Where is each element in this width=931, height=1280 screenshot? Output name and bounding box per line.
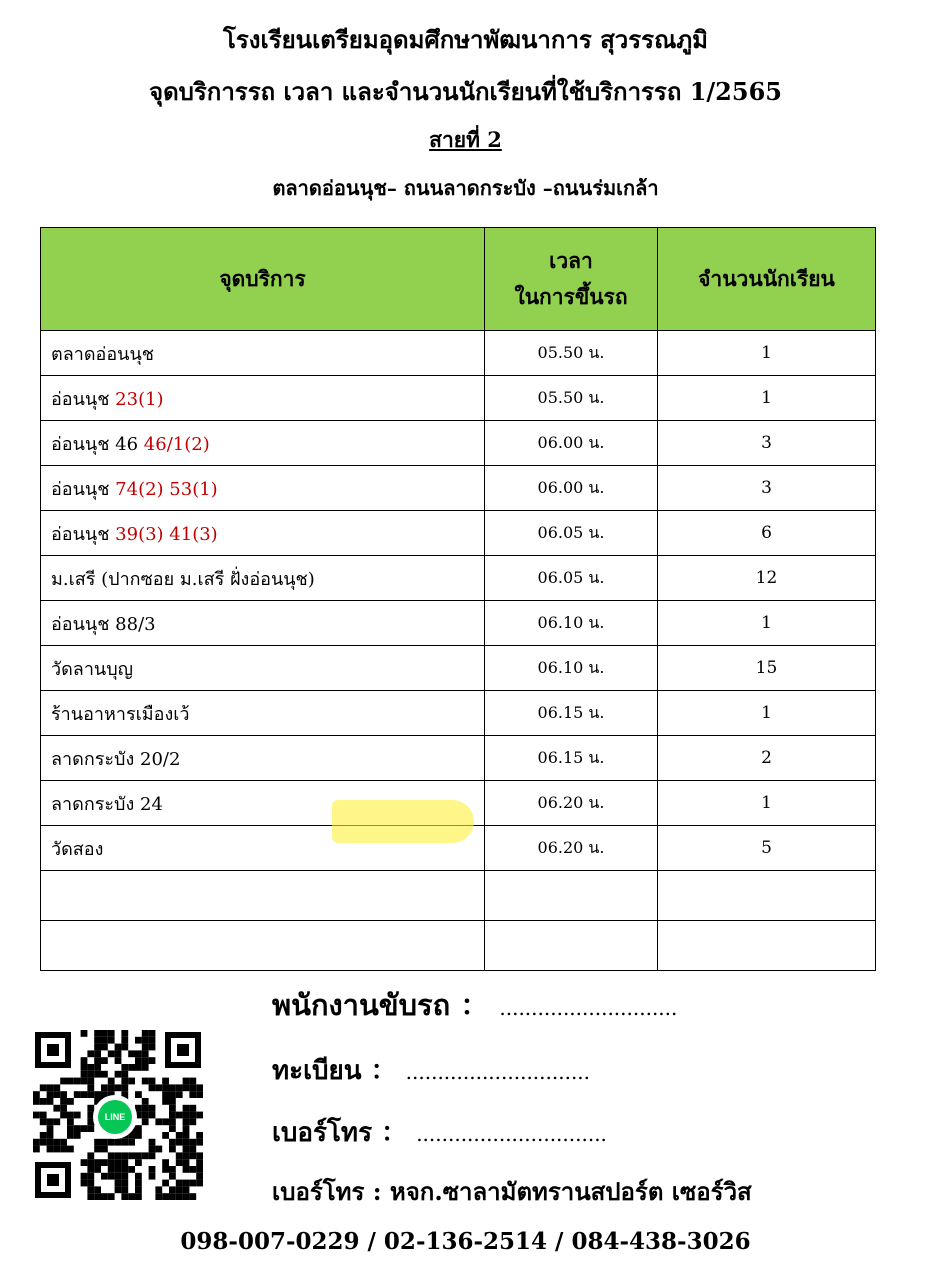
contact-phones: 098-007-0229 / 02-136-2514 / 084-438-3026: [180, 1228, 751, 1255]
student-count-cell: 2: [658, 736, 876, 781]
school-name: โรงเรียนเตรียมอุดมศึกษาพัฒนาการ สุวรรณภูมิ: [223, 25, 708, 54]
service-point-cell: [41, 556, 485, 601]
boarding-time-cell: 06.15 น.: [485, 691, 658, 736]
table-row: [41, 511, 876, 556]
table-row: [41, 646, 876, 691]
header-time-line2: ในการขึ้นรถ: [514, 284, 628, 309]
header-boarding-time: [485, 228, 658, 331]
plate-label: ทะเบียน: [272, 1056, 362, 1086]
boarding-time-cell: 06.00 น.: [485, 466, 658, 511]
student-count-cell: 6: [658, 511, 876, 556]
table-row: [41, 736, 876, 781]
student-count-cell: 1: [658, 781, 876, 826]
service-point-note: 39(3) 41(3): [115, 523, 218, 545]
boarding-time-cell: 05.50 น.: [485, 376, 658, 421]
student-count-cell: 3: [658, 421, 876, 466]
phone-blank: ..............................: [416, 1122, 607, 1146]
empty-cell: [41, 921, 485, 971]
boarding-time-cell: 05.50 น.: [485, 331, 658, 376]
service-point-note: 74(2) 53(1): [115, 478, 218, 500]
service-point-note: 23(1): [115, 388, 164, 410]
document-subtitle: จุดบริการรถ เวลา และจำนวนนักเรียนที่ใช้บริการรถ 1/2565: [149, 77, 782, 106]
line-qr-code[interactable]: [33, 1030, 203, 1200]
service-point-name: ลาดกระบัง 24: [51, 793, 163, 815]
service-point-cell: [41, 466, 485, 511]
empty-row: [41, 871, 876, 921]
header-service-point: จุดบริการ: [41, 228, 485, 331]
boarding-time-cell: 06.10 น.: [485, 646, 658, 691]
table-row: [41, 601, 876, 646]
student-count-cell: 5: [658, 826, 876, 871]
service-point-name: อ่อนนุช 46: [51, 433, 144, 455]
service-point-cell: [41, 736, 485, 781]
service-point-name: อ่อนนุช: [51, 388, 116, 410]
table-row: [41, 421, 876, 466]
student-count-cell: 1: [658, 376, 876, 421]
student-count-cell: 1: [658, 691, 876, 736]
company-name: หจก.ซาลามัตทรานสปอร์ต เซอร์วิส: [381, 1177, 752, 1206]
company-phone-label: เบอร์โทร :: [272, 1177, 382, 1206]
service-point-name: วัดลานบุญ: [51, 658, 134, 680]
driver-colon: ：: [460, 988, 490, 1022]
highlighter-mark: [332, 800, 474, 843]
empty-cell: [485, 871, 658, 921]
service-point-name: วัดสอง: [51, 838, 104, 860]
student-count-cell: 1: [658, 601, 876, 646]
service-point-cell: [41, 601, 485, 646]
student-count-cell: 15: [658, 646, 876, 691]
schedule-table: [40, 227, 876, 971]
plate-colon: ：: [370, 1056, 397, 1086]
table-row: [41, 376, 876, 421]
student-count-cell: 1: [658, 331, 876, 376]
line-badge-text: LINE: [104, 1112, 126, 1122]
boarding-time-cell: 06.05 น.: [485, 511, 658, 556]
company-field: [272, 1172, 752, 1211]
empty-cell: [41, 871, 485, 921]
table-row: [41, 691, 876, 736]
boarding-time-cell: 06.20 น.: [485, 781, 658, 826]
service-point-note: 46/1(2): [143, 433, 210, 455]
phone-label: เบอร์โทร: [272, 1118, 373, 1148]
header-time-line1: เวลา: [549, 248, 593, 273]
boarding-time-cell: 06.10 น.: [485, 601, 658, 646]
service-point-name: อ่อนนุช: [51, 523, 116, 545]
empty-row: [41, 921, 876, 971]
service-point-name: ลาดกระบัง 20/2: [51, 748, 181, 770]
student-count-cell: 3: [658, 466, 876, 511]
service-point-name: อ่อนนุช: [51, 478, 116, 500]
service-point-cell: [41, 421, 485, 466]
route-path: ตลาดอ่อนนุช– ถนนลาดกระบัง –ถนนร่มเกล้า: [272, 176, 659, 200]
empty-cell: [658, 921, 876, 971]
table-row: [41, 331, 876, 376]
driver-label: พนักงานขับรถ: [272, 988, 451, 1022]
plate-blank: .............................: [405, 1060, 591, 1084]
service-point-cell: [41, 511, 485, 556]
boarding-time-cell: 06.20 น.: [485, 826, 658, 871]
phone-field: [272, 1112, 607, 1153]
service-point-name: ร้านอาหารเมืองเว้: [51, 703, 190, 725]
service-point-cell: [41, 691, 485, 736]
table-row: [41, 556, 876, 601]
service-point-name: อ่อนนุช 88/3: [51, 613, 156, 635]
plate-field: [272, 1050, 590, 1091]
driver-blank: ............................: [499, 996, 678, 1020]
boarding-time-cell: 06.05 น.: [485, 556, 658, 601]
phone-colon: ：: [381, 1118, 408, 1148]
service-point-cell: [41, 331, 485, 376]
empty-cell: [658, 871, 876, 921]
driver-field: [272, 982, 677, 1028]
empty-cell: [485, 921, 658, 971]
table-header-row: [41, 228, 876, 331]
route-number: สายที่ 2: [429, 127, 502, 152]
boarding-time-cell: 06.00 น.: [485, 421, 658, 466]
boarding-time-cell: 06.15 น.: [485, 736, 658, 781]
student-count-cell: 12: [658, 556, 876, 601]
service-point-name: ตลาดอ่อนนุช: [51, 343, 154, 365]
service-point-name: ม.เสรี (ปากซอย ม.เสรี ฝั่งอ่อนนุช): [51, 568, 315, 590]
header-student-count: จำนวนนักเรียน: [658, 228, 876, 331]
table-row: [41, 466, 876, 511]
service-point-cell: [41, 646, 485, 691]
service-point-cell: [41, 376, 485, 421]
